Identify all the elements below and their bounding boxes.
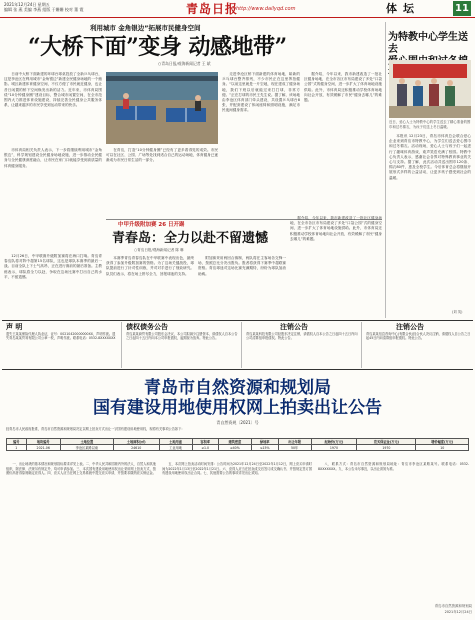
table-header-cell: 土地用途: [159, 439, 192, 445]
masthead-info: [4, 2, 83, 12]
table-header-cell: 土地面积(㎡): [113, 439, 159, 445]
second-byline: ○青岛日报/观海新闻记者 陈 琳: [134, 248, 184, 252]
notice-divider-2: [241, 322, 242, 368]
table-cell: 10: [416, 445, 469, 451]
lead-column-1: 日前中大桥下面新建的环球台球桌投放了全新乒乓球台，这是李沧区在利用城市“金角银边”新建全民健身场地的一个缩影。城区新建体育健身空间，不仅方便了市民就近健身，也让昔日闲置的桥下空间焕发出新的活力。近年来，市体育局围绕“10分钟健身圈”建设目标，整合城市闲置空间，在全市范围内大力推进体育设施建设，持续完善全民健身公共服务体系，让越来越多的市民享受到运动带来的快乐。: [4, 72, 102, 108]
table-cell: 2021-06: [26, 445, 60, 451]
second-column-3: 附加赛采用两回合赛制，两队将在主客场各交锋一场，按照总比分决出胜负。胜者将获得下赛季中超联赛资格。青岛球迷对这场比赛充满期待，纷纷为球队加油助威。: [198, 256, 286, 276]
notice-body-1: 遗失王某某保险代理人执业证，证号：00210420000000XX，声明作废。遗失青岛某某贸易有限公司公章一枚，声明作废。联系电话：0532-8XXXXXXX: [6, 332, 116, 341]
second-column-2: 本赛季青岛青春岛队在中甲联赛中表现出色，最终获得了参加升级附加赛的资格。为了这场关键战役，球队提前进行了针对性训练，并对对手进行了细致研究。队员们表示，将在场上拼尽全力，回报球迷的支持。: [106, 256, 194, 276]
table-header-cell: 土地位置: [60, 439, 113, 445]
table-cell: 24610: [113, 445, 159, 451]
table-cell: 1: [7, 445, 27, 451]
lead-headline: “大桥下面”变身 动感地带”: [28, 34, 287, 60]
notice-body-2: 青岛某某商贸有限公司股东会决议，本公司拟减少注册资本，请债权人自本公告之日起四十五日内向本公司申报债权，逾期视为放弃。特此公告。: [126, 332, 238, 341]
table-cell: ≥40%: [218, 445, 251, 451]
right-signature: (刘 英): [452, 310, 463, 314]
notices-top-rule: [2, 320, 473, 321]
second-kicker: 中甲升级附加赛 26 日开踢: [118, 222, 185, 228]
lead-kicker: 利用城市 金角银边”拓展市民健身空间: [90, 24, 201, 32]
table-cell: ≥1.0: [192, 445, 218, 451]
section-title: 体坛: [386, 2, 420, 15]
newspaper-logo: 青岛日报: [186, 2, 239, 16]
second-headline: 青春岛：全力以赴不留遗憾: [112, 231, 269, 246]
charity-photo: [389, 60, 471, 118]
editor-line: 编辑 张 燕 美编 李燕 组版 于姗姗 校对 董 霞: [4, 7, 84, 12]
auction-title-line-2: 国有建设用地使用权网上拍卖出让公告: [93, 398, 382, 418]
auction-signature: 青岛市自然资源和规划局: [434, 604, 472, 608]
ping-pong-scene-image: [106, 72, 218, 144]
auction-right-column: 八、联系方式：青岛市自然资源和规划局地址：青岛市李沧区某路某号。联系电话：0532-8XXXXXXX。九、本公告未尽事宜，以出让须知为准。: [318, 462, 469, 471]
notice-body-3: 青岛某某科技有限公司经股东决定注销，请债权人自本公告之日起四十五日内向公司清算组申报债权。特此公告。: [246, 332, 358, 341]
page-number: 11: [453, 1, 471, 16]
auction-title-line-1: 青岛市自然资源和规划局: [144, 378, 331, 398]
table-header-cell: 编号: [7, 439, 27, 445]
table-cell: 1970: [357, 445, 416, 451]
auction-doc-number: 青自然资规〔2021〕号: [216, 420, 259, 425]
charity-caption: 近日，爱心人士为特教中心的学生送去了精心准备的围巾和过冬棉衣，为孩子们送上冬日温暖。: [389, 120, 471, 129]
table-cell: 工业用地: [159, 445, 192, 451]
charity-event-image: [389, 60, 471, 118]
auction-middle-column: 五、本次网上拍卖活动时间安排：公告时间为2021年12月24日至2022年1月12日，网上竞买申请时间为2022年1月13日至2022年1月21日。六、竞得人应当在拍卖成交后签订成交确认书，并按规定签订国有建设用地使用权出让合同。七、其他需要公告的事项详见出让须知。: [162, 462, 312, 476]
table-header-cell: 地块编号: [26, 439, 60, 445]
auction-land-table: [6, 438, 469, 451]
notice-divider-3: [361, 322, 362, 368]
lead-photo: [106, 72, 218, 144]
notice-title-3: 注销公告: [280, 322, 308, 331]
lead-column-4: 市体育局相关负责人表示，下一步将继续利用城市“金角银边”，科学规划建设全民健身场地设施，进一步推动全民健身与全民健康深度融合，让市民在家门口就能享受到高质量的体育健身服务。: [4, 148, 102, 168]
notice-title-1: 声 明: [6, 322, 23, 331]
lead-column-3: 据介绍，今年以来，我市新建改造了一批社区健身场地，在全市各区市布局建设了多处“口袋公园”式的健身空间，进一步扩大了体育场地设施供给。此外，市体育局还积极推动学校体育场地向社会开放，有效缓解了市民“健身去哪儿”的难题。: [304, 72, 382, 103]
notice-body-4: 青岛某某信息咨询中心(有限合伙)经合伙人决议注销，请债权人自公告之日起45日内向清算组申报债权。特此公告。: [366, 332, 471, 341]
notice-title-2: 债权债务公告: [126, 322, 168, 331]
table-header-cell: 增价幅度(万元): [416, 439, 469, 445]
auction-intro: 经青岛市人民政府批准，青岛市自然资源和规划局决定以网上拍卖方式出让一宗国有建设用地使用权，现将有关事项公告如下：: [6, 427, 185, 431]
table-cell: 1970: [311, 445, 357, 451]
table-header-cell: 绿地率: [251, 439, 278, 445]
newspaper-url[interactable]: http://www.dailyqd.com: [236, 6, 296, 12]
table-cell: 李沧区某路以南: [60, 445, 113, 451]
second-column-4: 据介绍，今年以来，我市新建改造了一批社区健身场地，在全市各区市布局建设了多处“口袋公园”式的健身空间，进一步扩大了体育场地设施供给。此外，市体育局还积极推动学校体育场地向社会开放，有效缓解了市民“健身去哪儿”的难题。: [290, 216, 382, 241]
table-header-cell: 容积率: [192, 439, 218, 445]
masthead: [0, 0, 475, 18]
table-row: [7, 445, 469, 451]
table-cell: ≤15%: [251, 445, 278, 451]
notice-title-4: 注销公告: [396, 322, 424, 331]
lead-byline: ○青岛日报/观海新闻记者 王 斌: [158, 61, 211, 66]
table-cell: 50年: [278, 445, 311, 451]
right-body: 本报讯 12月23日，青岛市体育总会联合爱心企业来到青岛市特教中心，为学生们送去爱心围巾和过冬棉衣。活动现场，爱心人士与孩子们一起进行了趣味体育游戏，欢声笑语充满了校园。特教中心负责人表示，感谢社会各界对特殊教育事业的关心与支持。据了解，此次活动共送出围巾120条、棉衣80件，惠及全校学生。今后体育总会将继续开展形式多样的公益活动，让更多孩子感受到社会的温暖。: [389, 134, 471, 180]
table-header-cell: 出让年限: [278, 439, 311, 445]
table-header-cell: 建筑密度: [218, 439, 251, 445]
table-header-cell: 起始价(万元): [311, 439, 357, 445]
column-divider: [385, 22, 386, 318]
notice-divider-1: [121, 322, 122, 368]
lead-column-5: 在青岛，打造“10分钟健身圈”已经有了更多看得见的成效。市民可以在社区、公园、广场等处找到适合自己的运动场地，体育健身已逐渐成为市民日常生活的一部分。: [106, 148, 218, 163]
lead-column-2: 走进李沧区桥下面新建的体育场地，崭新的乒乓球台整齐排列，不少市民正在这里挥拍健身。“以前这里就是一片空地，现在建成了健身场地，我们下班以后就能过来打打球，非常方便。”正在打球的市民王先生说。据了解，该场地由李沧区体育部门牵头建设，共设置乒乓球台8张，并配套建设了休闲座椅和照明设施，满足市民夜间健身需求。: [222, 72, 300, 113]
date-line: 2021年12月24日 星期五: [4, 2, 50, 7]
auction-left-column: 一、出让地块的基本情况和规划指标要求详见上表。二、中华人民共和国境内外的法人、自然人和其他组织，除法律、法规另有规定外，均可申请参加。三、本次国有建设用地使用权出让采用网上拍卖方式，按照价高者得原则确定竞得人。四、竞买人应当在网上交易系统中提交竞买申请，并按要求缴纳竞买保证金。: [6, 462, 156, 476]
notices-bottom-rule: [2, 369, 473, 370]
auction-signature-date: 2021年12月24日: [444, 610, 472, 614]
right-headline: 为特教中心学生送去: [388, 32, 468, 55]
second-column-1: 12月26日，中甲联赛升级附加赛将在海口打响。青岛青春岛队将对阵中超第15名球队，这也是球队本赛季的最后一战。目前全队上下士气高昂，正在进行赛前的最后准备。主教练表示，球队将全力以赴，争取在这场比赛中打出自己的水平，不留遗憾。: [4, 254, 102, 279]
table-header-cell: 竞买保证金(万元): [357, 439, 416, 445]
